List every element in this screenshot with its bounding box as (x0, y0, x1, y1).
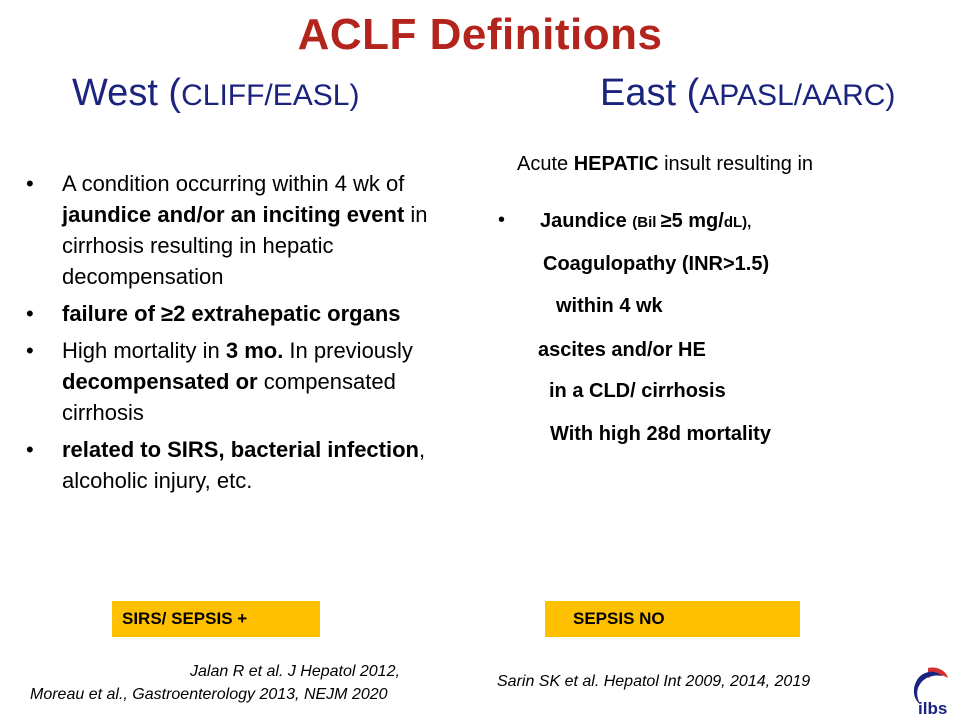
jaundice-mid: ≥5 mg/ (660, 210, 724, 232)
west-sepsis-tag: SIRS/ SEPSIS + (112, 601, 320, 637)
west-bullet-2 (22, 298, 442, 329)
west-heading-sub: CLIFF/EASL) (181, 79, 360, 112)
jaundice-label: Jaundice (540, 210, 633, 232)
east-line-coagulopathy: Coagulopathy (INR>1.5) (543, 253, 770, 275)
logo-text: ilbs (918, 699, 948, 718)
east-intro-bold: HEPATIC (573, 153, 659, 175)
ilbs-logo-icon (906, 664, 956, 718)
west-reference-1: Jalan R et al. J Hepatol 2012, (190, 663, 400, 680)
west-reference-2: Moreau et al., Gastroenterology 2013, NEJM 2020 (30, 686, 388, 703)
west-bullet-4 (22, 434, 442, 496)
ilbs-logo (906, 664, 956, 718)
east-line-mortality: With high 28d mortality (550, 423, 771, 445)
west-bullet-3 (22, 335, 442, 428)
bullet-text: In previously (283, 338, 413, 363)
west-bullet-list (22, 168, 442, 502)
bullet-text: High mortality in (62, 338, 226, 363)
east-bullet-marker: • (498, 209, 506, 231)
east-line-cld: in a CLD/ cirrhosis (549, 380, 726, 402)
bullet-text-bold: related to SIRS, bacterial infection (62, 437, 419, 462)
east-heading-sub: APASL/AARC) (699, 79, 896, 112)
east-line-jaundice (540, 210, 751, 233)
bullet-text-bold: jaundice and/or an inciting event (62, 202, 405, 227)
east-heading (600, 72, 895, 115)
slide-title: ACLF Definitions (297, 10, 663, 59)
east-intro-post: insult resulting in (658, 153, 814, 175)
bullet-text: compensated cirrhosis (62, 369, 396, 425)
east-sepsis-tag: SEPSIS NO (545, 601, 800, 637)
east-intro-pre: Acute (517, 153, 574, 175)
bullet-text: , alcoholic injury, etc. (62, 437, 426, 493)
east-intro (517, 153, 813, 176)
west-heading-main: West ( (72, 72, 182, 114)
bullet-text: in cirrhosis resulting in hepatic decompensation (62, 202, 428, 289)
bullet-text-bold: decompensated or (62, 369, 258, 394)
bullet-text-bold: failure of ≥2 extrahepatic organs (62, 301, 401, 326)
bullet-text: A condition occurring within 4 wk of (62, 171, 405, 196)
jaundice-small: dL), (723, 214, 752, 231)
bullet-text-bold: 3 mo. (225, 338, 284, 363)
east-reference: Sarin SK et al. Hepatol Int 2009, 2014, 2019 (497, 673, 811, 690)
east-heading-main: East ( (600, 72, 700, 114)
west-heading (72, 72, 359, 115)
jaundice-small: (Bil (632, 214, 661, 231)
east-line-within: within 4 wk (556, 295, 663, 317)
west-bullet-1 (22, 168, 442, 292)
east-line-ascites: ascites and/or HE (538, 339, 706, 361)
